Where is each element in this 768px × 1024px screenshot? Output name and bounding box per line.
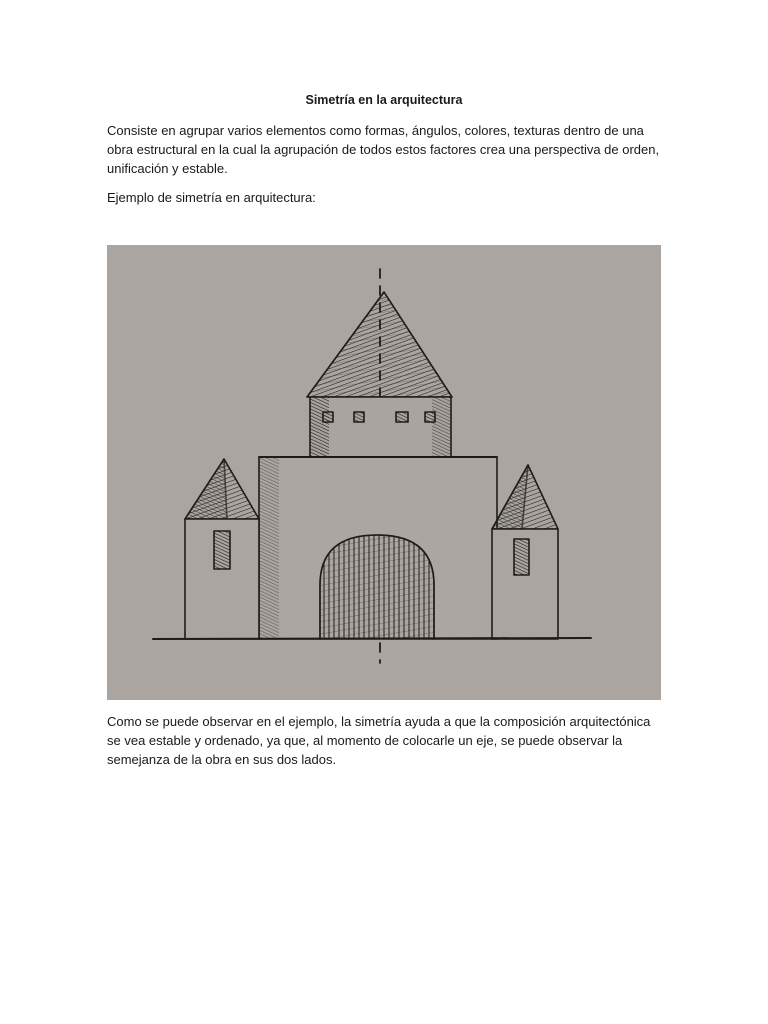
right-turret-window [514, 539, 529, 575]
tower-window [354, 412, 364, 422]
tower-window [425, 412, 435, 422]
example-label: Ejemplo de simetría en arquitectura: [107, 190, 316, 205]
central-tower-body [310, 397, 451, 457]
document-title: Simetría en la arquitectura [305, 93, 463, 107]
conclusion-paragraph: Como se puede observar en el ejemplo, la simetría ayuda a que la composición arquitectónica se vea estable y ordenado, ya que, al momento de colocarle un eje, se puede observar la semejanza de la obra en sus dos lados. [107, 714, 651, 767]
castle-sketch-drawing [107, 245, 661, 700]
left-turret-window [214, 531, 230, 569]
tower-window [396, 412, 408, 422]
intro-paragraph: Consiste en agrupar varios elementos como formas, ángulos, colores, texturas dentro de una obra estructural en la cual la agrupación de todos estos factores crea una perspectiva de orden, unificación y estable. [107, 123, 660, 176]
ground-line [153, 638, 591, 639]
castle-sketch-figure [107, 245, 661, 700]
tower-window [323, 412, 333, 422]
